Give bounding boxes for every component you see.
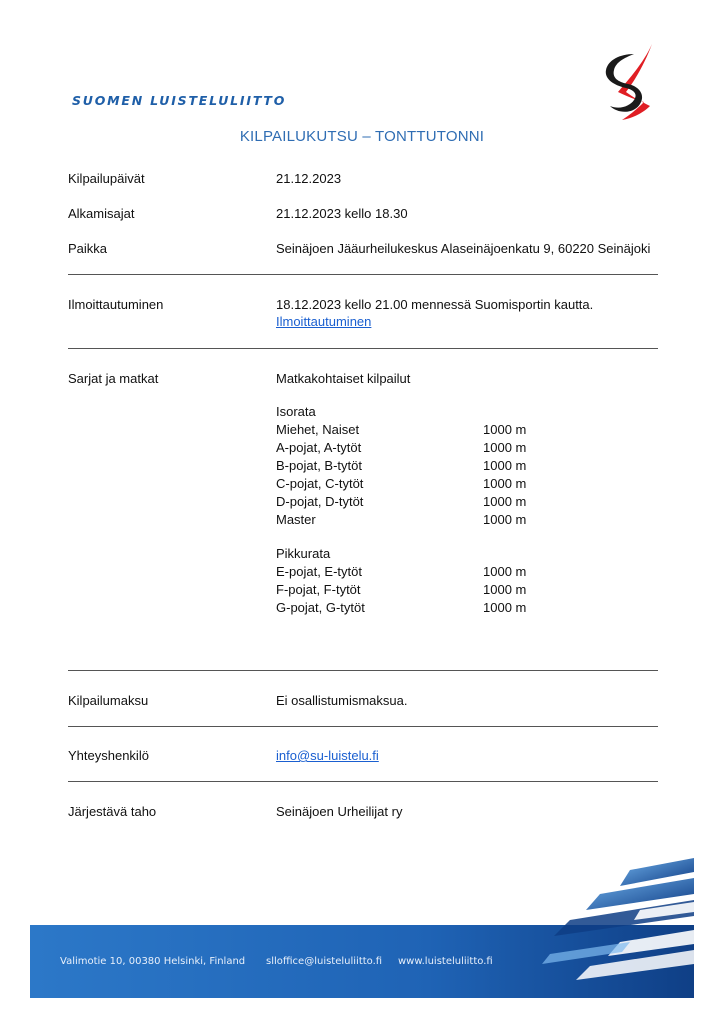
document-title: KILPAILUKUTSU – TONTTUTONNI [239,128,485,145]
series-intro: Matkakohtaiset kilpailut [276,371,411,386]
list-item: Master 1000 m [276,512,527,527]
list-item: C-pojat, C-tytöt 1000 m [276,476,527,491]
label-registration: Ilmoittautuminen [68,297,164,312]
group-title: Pikkurata [276,546,331,561]
list-item: F-pojat, F-tytöt 1000 m [276,582,527,597]
list-item: A-pojat, A-tytöt 1000 m [276,440,527,455]
divider [68,670,658,671]
footer-banner [30,850,694,998]
divider [68,781,658,782]
series-group-isorata [276,403,536,529]
value-registration [276,296,593,330]
list-item: E-pojat, E-tytöt 1000 m [276,564,527,579]
list-item: Miehet, Naiset 1000 m [276,422,527,437]
value-competition-dates: 21.12.2023 [276,171,342,186]
label-start-times: Alkamisajat [68,206,135,221]
divider [68,348,658,349]
list-item: B-pojat, B-tytöt 1000 m [276,458,527,473]
value-organizer: Seinäjoen Urheilijat ry [276,804,403,819]
list-item: G-pojat, G-tytöt 1000 m [276,600,527,615]
federation-logo [600,40,658,122]
footer-website[interactable]: www.luisteluliitto.fi [398,956,493,967]
registration-link[interactable]: Ilmoittautuminen [276,314,372,329]
organization-name: SUOMEN LUISTELULIITTO [72,93,287,108]
label-organizer: Järjestävä taho [68,804,157,819]
value-venue: Seinäjoen Jääurheilukeskus Alaseinäjoenkatu 9, 60220 Seinäjoki [276,241,651,256]
divider [68,274,658,275]
list-item: D-pojat, D-tytöt 1000 m [276,494,527,509]
label-venue: Paikka [68,241,108,256]
label-fee: Kilpailumaksu [68,693,149,708]
registration-deadline: 18.12.2023 kello 21.00 mennessä Suomisportin kautta. [276,297,594,312]
divider [68,726,658,727]
label-contact: Yhteyshenkilö [68,748,149,763]
contact-email-link[interactable]: info@su-luistelu.fi [276,748,379,763]
series-group-pikkurata [276,545,536,617]
label-series: Sarjat ja matkat [68,371,159,386]
value-fee: Ei osallistumismaksua. [276,693,408,708]
group-title: Isorata [276,404,316,419]
footer-email[interactable]: slloffice@luisteluliitto.fi [266,956,383,967]
label-competition-dates: Kilpailupäivät [68,171,145,186]
value-start-times: 21.12.2023 kello 18.30 [276,206,408,221]
footer-address: Valimotie 10, 00380 Helsinki, Finland [60,956,246,967]
